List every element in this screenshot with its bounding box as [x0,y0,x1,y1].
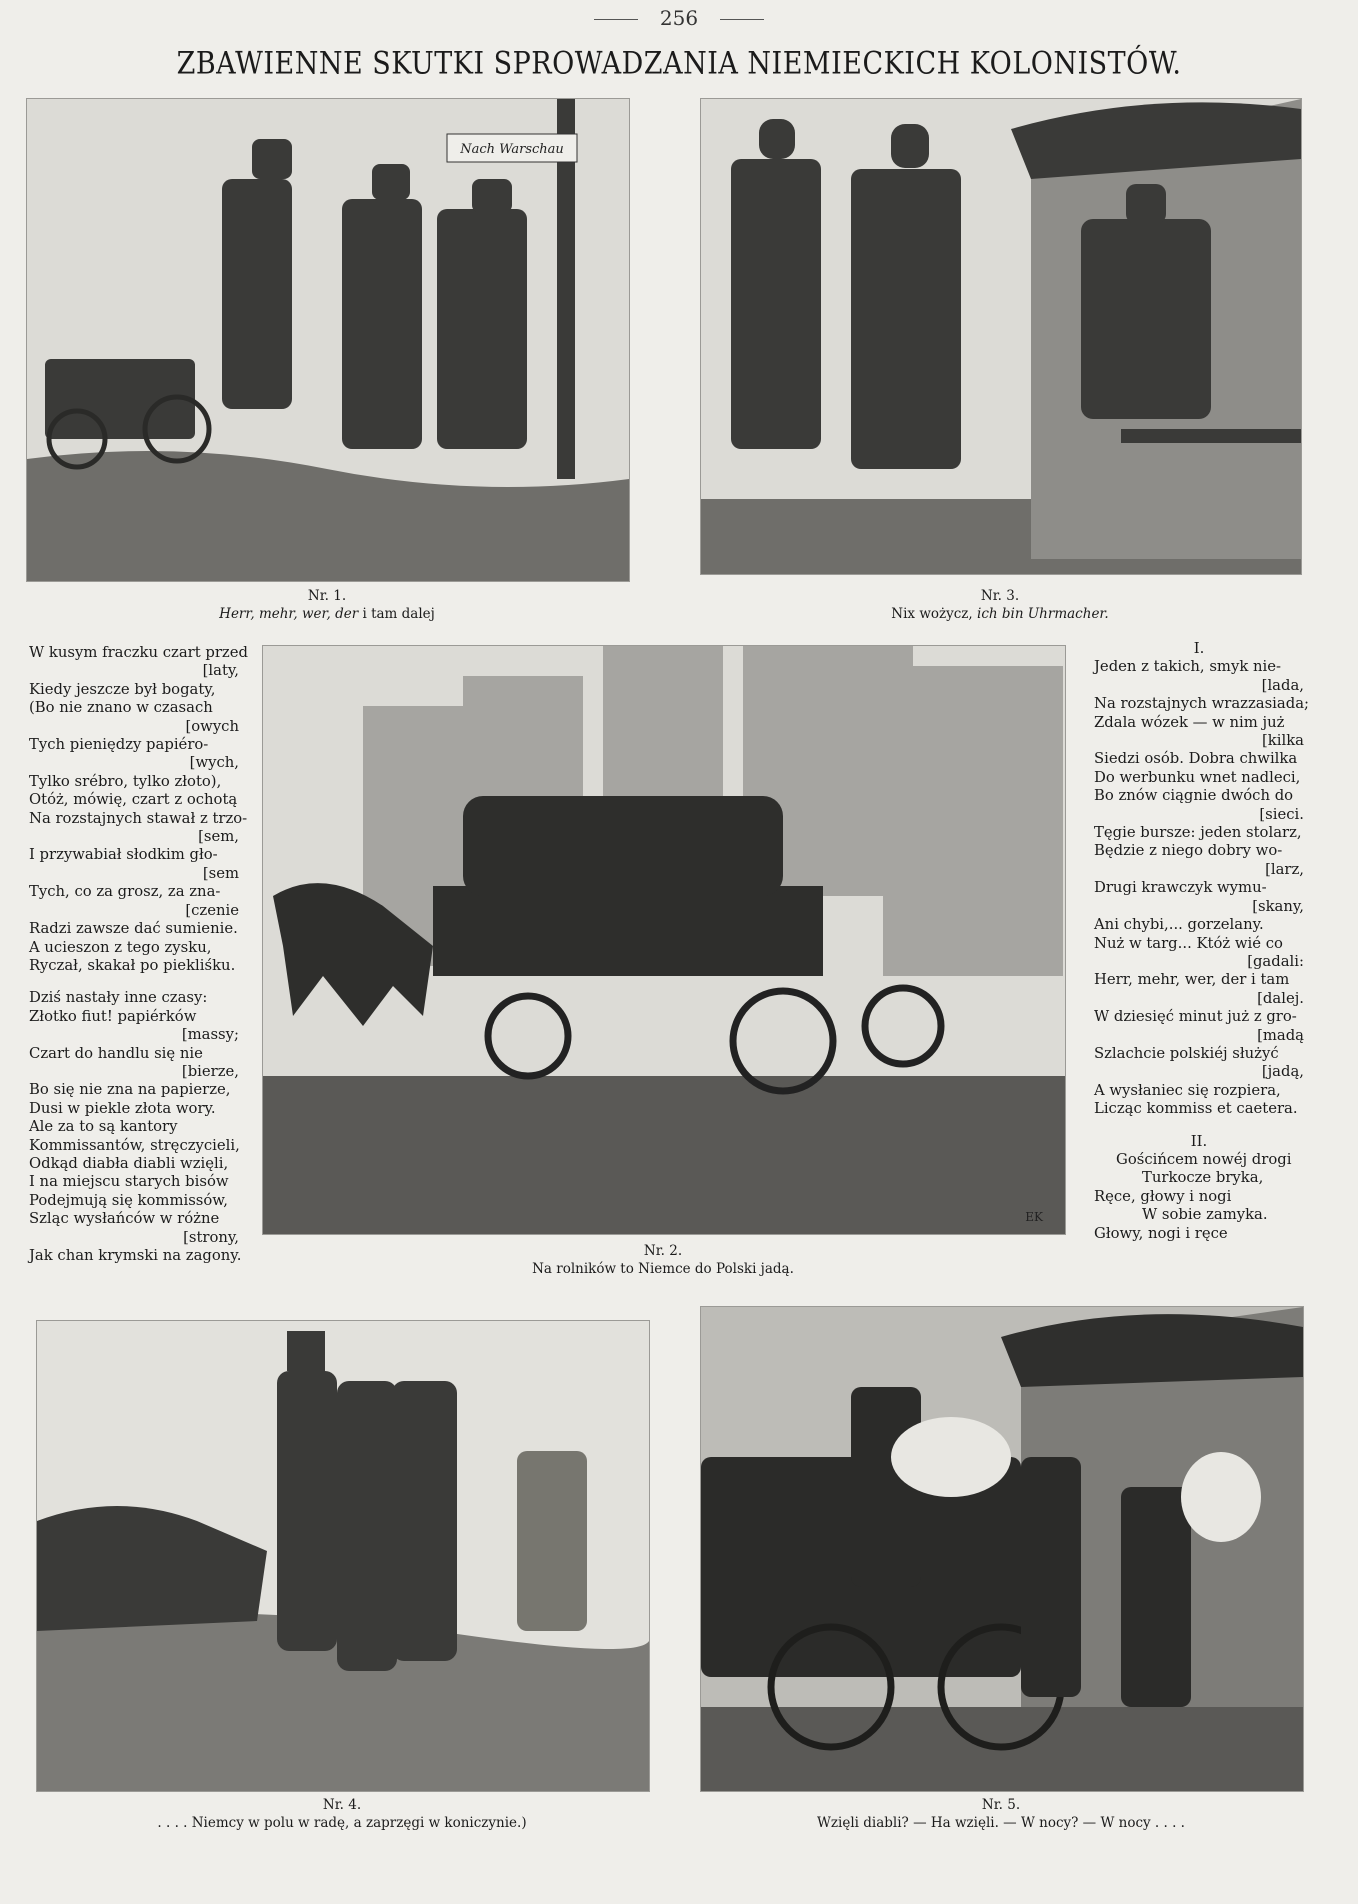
poem-line: W kusym fraczku czart przed [29,644,248,661]
poem-line: Czart do handlu się nie [29,1044,203,1062]
poem-line: [gadali: [1247,952,1304,970]
poem-line: A wysłaniec się rozpiera, [1094,1081,1281,1099]
poem-line: (Bo nie znano w czasach [29,699,213,717]
illustration-caption-nr4 [36,1796,648,1832]
poem-line: Jeden z takich, smyk nie- [1094,658,1282,676]
illustration-caption-nr2 [262,1242,1064,1278]
poem-line: Na rozstajnych stawał z trzo- [29,809,248,827]
caption-number: Nr. 4. [322,1797,362,1813]
poem-line: Podejmują się kommissów, [29,1191,228,1209]
poem-line: Turkocze bryka, [1142,1169,1264,1187]
poem-line: Licząc kommiss et caetera. [1094,1100,1298,1118]
poem-line: A ucieszon z tego zysku, [29,938,212,956]
illustration-caption-nr1 [26,587,628,623]
poem-line: [lada, [1261,676,1304,694]
caption-text: Nix wożycz, [891,606,977,622]
poem-line: Szląc wysłańców w różne [29,1210,220,1228]
divider [594,19,638,20]
poem-line: Szlachcie polskiéj służyć [1094,1044,1279,1062]
poem-line: Tęgie bursze: jeden stolarz, [1094,824,1302,842]
poem-line: [owych [185,717,239,735]
poem-line: Zdala wózek — w nim już [1094,713,1285,731]
poem-line: [jadą, [1261,1063,1304,1081]
poem-line: Ale za to są kantory [29,1118,178,1136]
poem-line: [sem, [198,828,239,846]
poem-line: [sem [202,864,239,882]
caption-number: Nr. 5. [981,1797,1021,1813]
illustration-caption-nr3 [700,587,1300,623]
poem-line: [kilka [1262,732,1304,750]
poem-line: Do werbunku wnet nadleci, [1094,768,1301,786]
poem-line: [wych, [189,754,239,772]
poem-line: Siedzi osób. Dobra chwilka [1094,750,1298,768]
poem-line: Będzie z niego dobry wo- [1094,842,1283,860]
divider [720,19,764,20]
poem-line: W sobie zamyka. [1142,1206,1268,1224]
left-poem-column [29,644,248,1265]
poem-line: II. [1190,1132,1208,1150]
poem-line: Radzi zawsze dać sumienie. [29,920,238,938]
poem-line: Bo znów ciągnie dwóch do [1094,787,1294,805]
poem-line: Złotko fiut! papiérków [29,1007,197,1025]
poem-line: [madą [1257,1026,1304,1044]
right-poem-column [1094,640,1310,1243]
poem-line: Herr, mehr, wer, der i tam [1094,971,1290,989]
poem-line: I na miejscu starych bisów [29,1173,229,1191]
poem-line: Na rozstajnych wrazzasiada; [1094,695,1310,713]
poem-line: [skany, [1252,897,1304,915]
poem-line: Tych pieniędzy papiéro- [29,736,209,754]
poem-line: [strony, [183,1228,239,1246]
caption-text: i tam dalej [358,606,435,622]
illustration-nr1 [26,98,630,582]
signpost-text: Nach Warschau [460,142,564,157]
poem-line: Gościńcem nowéj drogi [1116,1150,1292,1168]
page-number: 256 [0,6,1358,30]
poem-line: Jak chan krymski na zagony. [29,1247,242,1264]
page-title: ZBAWIENNE SKUTKI SPROWADZANIA NIEMIECKICH KOLONISTÓW. [176,45,1182,82]
caption-text-italic: ich bin Uhrmacher. [977,606,1109,622]
poem-line: Drugi krawczyk wymu- [1094,879,1267,897]
illustration-nr2 [262,645,1066,1235]
illustration-nr3 [700,98,1302,575]
poem-line: Kommissantów, stręczycieli, [29,1136,240,1154]
poem-line: [sieci. [1259,805,1304,823]
illustration-caption-nr5 [700,1796,1302,1832]
illustration-nr4 [36,1320,650,1792]
poem-line: [massy; [181,1026,239,1044]
caption-text: . . . . Niemcy w polu w radę, a zaprzęgi w koniczynie.) [157,1815,527,1831]
caption-number: Nr. 2. [643,1243,683,1259]
illustration-nr5 [700,1306,1304,1792]
poem-line: Ani chybi,... gorzelany. [1094,916,1264,934]
poem-line: Nuż w targ... Któż wié co [1094,934,1283,952]
caption-text-italic: Herr, mehr, wer, der [219,606,359,622]
poem-line: [dalej. [1257,989,1304,1007]
poem-line: Tych, co za grosz, za zna- [29,883,221,901]
poem-line: Otóż, mówię, czart z ochotą [29,791,238,809]
poem-line: Ręce, głowy i nogi [1094,1187,1232,1205]
poem-line: I. [1193,640,1205,657]
caption-number: Nr. 1. [307,588,347,604]
poem-line: Tylko srébro, tylko złoto), [29,772,222,790]
poem-line: [laty, [202,662,239,680]
poem-line: Kiedy jeszcze był bogaty, [29,680,216,698]
poem-line: Bo się nie zna na papierze, [29,1081,231,1099]
poem-line: Dusi w piekle złota wory. [29,1099,216,1117]
caption-number: Nr. 3. [980,588,1020,604]
poem-line: Głowy, nogi i ręce [1094,1224,1228,1242]
poem-line: Odkąd diabła diabli wzięli, [29,1154,229,1172]
poem-line: [bierze, [181,1062,239,1080]
poem-line: W dziesięć minut już z gro- [1094,1008,1297,1026]
poem-line: [larz, [1265,860,1304,878]
engraver-mark: EK [1025,1210,1043,1224]
caption-text: Na rolników to Niemce do Polski jadą. [532,1261,794,1277]
poem-line: [czenie [185,901,239,919]
poem-line: Dziś nastały inne czasy: [29,989,208,1007]
caption-text: Wzięli diabli? — Ha wzięli. — W nocy? — W nocy . . . . [817,1815,1185,1831]
poem-line [29,975,239,989]
poem-line [1094,1119,1304,1133]
poem-line: Ryczał, skakał po piekliśku. [29,956,236,974]
poem-line: I przywabiał słodkim gło- [29,846,218,864]
